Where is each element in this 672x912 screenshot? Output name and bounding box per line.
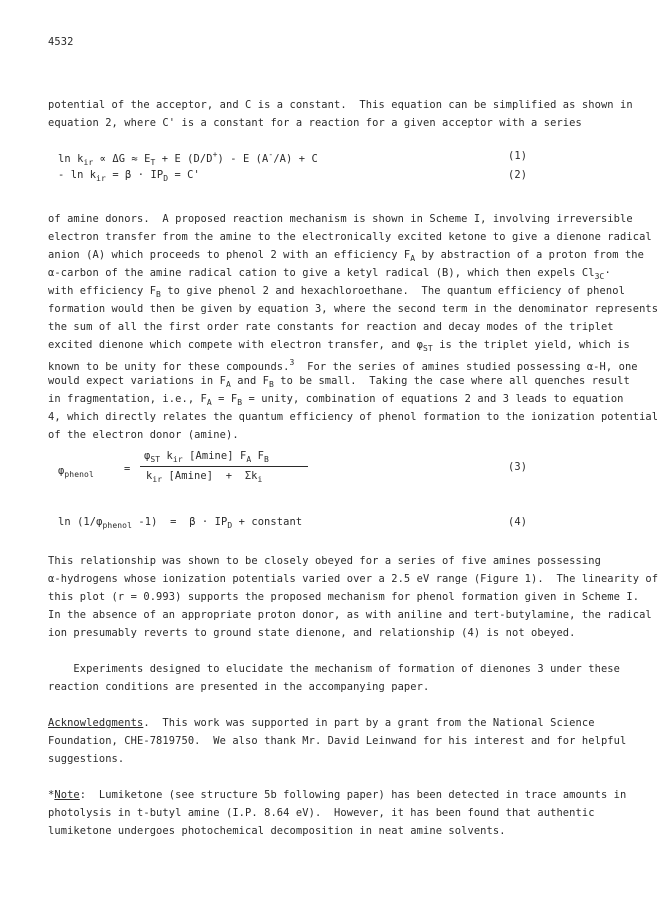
- equation-3-denominator: $k_{ir}$ $[Amine] + \Sigma k_i$: [146, 470, 263, 484]
- fraction-bar: [140, 466, 308, 467]
- equation-4-number: (4): [508, 516, 528, 528]
- equation-3-equals: =: [124, 463, 131, 475]
- text-line: reaction conditions are presented in the accompanying paper.: [48, 681, 430, 693]
- text-line: lumiketone undergoes photochemical decomposition in neat amine solvents.: [48, 825, 506, 837]
- text-line: would expect variations in $F_A$ and $F_B$ to be small. Taking the case where all quenches result: [48, 375, 630, 389]
- page-number: 4532: [48, 36, 74, 48]
- text-line: with efficiency $F_B$ to give phenol 2 and hexachloroethane. The quantum efficiency of phenol: [48, 285, 625, 299]
- text-line: equation 2, where C' is a constant for a reaction for a given acceptor with a series: [48, 117, 582, 129]
- text-line: anion (A) which proceeds to phenol 2 with an efficiency $F_A$ by abstraction of a proton from the: [48, 249, 645, 263]
- note-heading: Note: [54, 789, 80, 801]
- text-line: suggestions.: [48, 753, 125, 765]
- text-line: excited dienone which compete with electron transfer, and $\varphi_{ST}$ is the triplet yield, which is: [48, 339, 630, 353]
- equation-3-numerator: $\varphi_{ST}$ $k_{ir}$ [Amine] $F_A$ $F_B$: [144, 450, 269, 464]
- text-line: potential of the acceptor, and C is a constant. This equation can be simplified as shown in: [48, 99, 633, 111]
- note: *Note: Lumiketone (see structure 5b following paper) has been detected in trace amounts in: [48, 789, 627, 801]
- text-line: α-carbon of the amine radical cation to give a ketyl radical (B), which then expels $Cl_{3C}\cdot$: [48, 267, 611, 281]
- text-line: this plot (r = 0.993) supports the proposed mechanism for phenol formation given in Scheme I.: [48, 591, 640, 603]
- equation-2-number: (2): [508, 169, 528, 181]
- text-line: of amine donors. A proposed reaction mechanism is shown in Scheme I, involving irreversible: [48, 213, 633, 225]
- equation-1: $\ln k_{ir} \propto \Delta G \approx E_T + E$ (D/D+) - E (A-/A) + C: [58, 150, 318, 167]
- equation-3-lhs: $\varphi_{phenol}$: [58, 465, 94, 479]
- equation-2: - $\ln k_{ir} = \beta \cdot IP_D = C'$: [58, 169, 200, 183]
- text-line: 4, which directly relates the quantum efficiency of phenol formation to the ionization potential: [48, 411, 659, 423]
- equation-1-number: (1): [508, 150, 528, 162]
- text-line: known to be unity for these compounds.$^3$ For the series of amines studied possessing α-H, one: [48, 358, 638, 373]
- text-line: α-hydrogens whose ionization potentials varied over a 2.5 eV range (Figure 1). The linearity of: [48, 573, 659, 585]
- text-line: In the absence of an appropriate proton donor, as with aniline and tert-butylamine, the radical: [48, 609, 652, 621]
- text-line: in fragmentation, i.e., $F_A = F_B$ = unity, combination of equations 2 and 3 leads to equation: [48, 393, 624, 407]
- acknowledgments-heading: Acknowledgments: [48, 717, 144, 729]
- text-line: the sum of all the first order rate constants for reaction and decay modes of the triplet: [48, 321, 614, 333]
- text-line: electron transfer from the amine to the electronically excited ketone to give a dienone radical: [48, 231, 652, 243]
- text-line: Experiments designed to elucidate the mechanism of formation of dienones 3 under these: [48, 663, 621, 675]
- text-line: Foundation, CHE-7819750. We also thank Mr. David Leinwand for his interest and for helpful: [48, 735, 627, 747]
- equation-4: $\ln (1/\varphi_{phenol}$ $-1) = \beta \cdot IP_D$ + constant: [58, 516, 303, 530]
- text-line: ion presumably reverts to ground state dienone, and relationship (4) is not obeyed.: [48, 627, 576, 639]
- acknowledgments: Acknowledgments. This work was supported in part by a grant from the National Science: [48, 717, 595, 729]
- text-line: photolysis in t-butyl amine (I.P. 8.64 eV). However, it has been found that authentic: [48, 807, 595, 819]
- text-line: formation would then be given by equation 3, where the second term in the denominator represents: [48, 303, 659, 315]
- text-line: This relationship was shown to be closely obeyed for a series of five amines possessing: [48, 555, 601, 567]
- equation-3-number: (3): [508, 461, 528, 473]
- text-line: of the electron donor (amine).: [48, 429, 239, 441]
